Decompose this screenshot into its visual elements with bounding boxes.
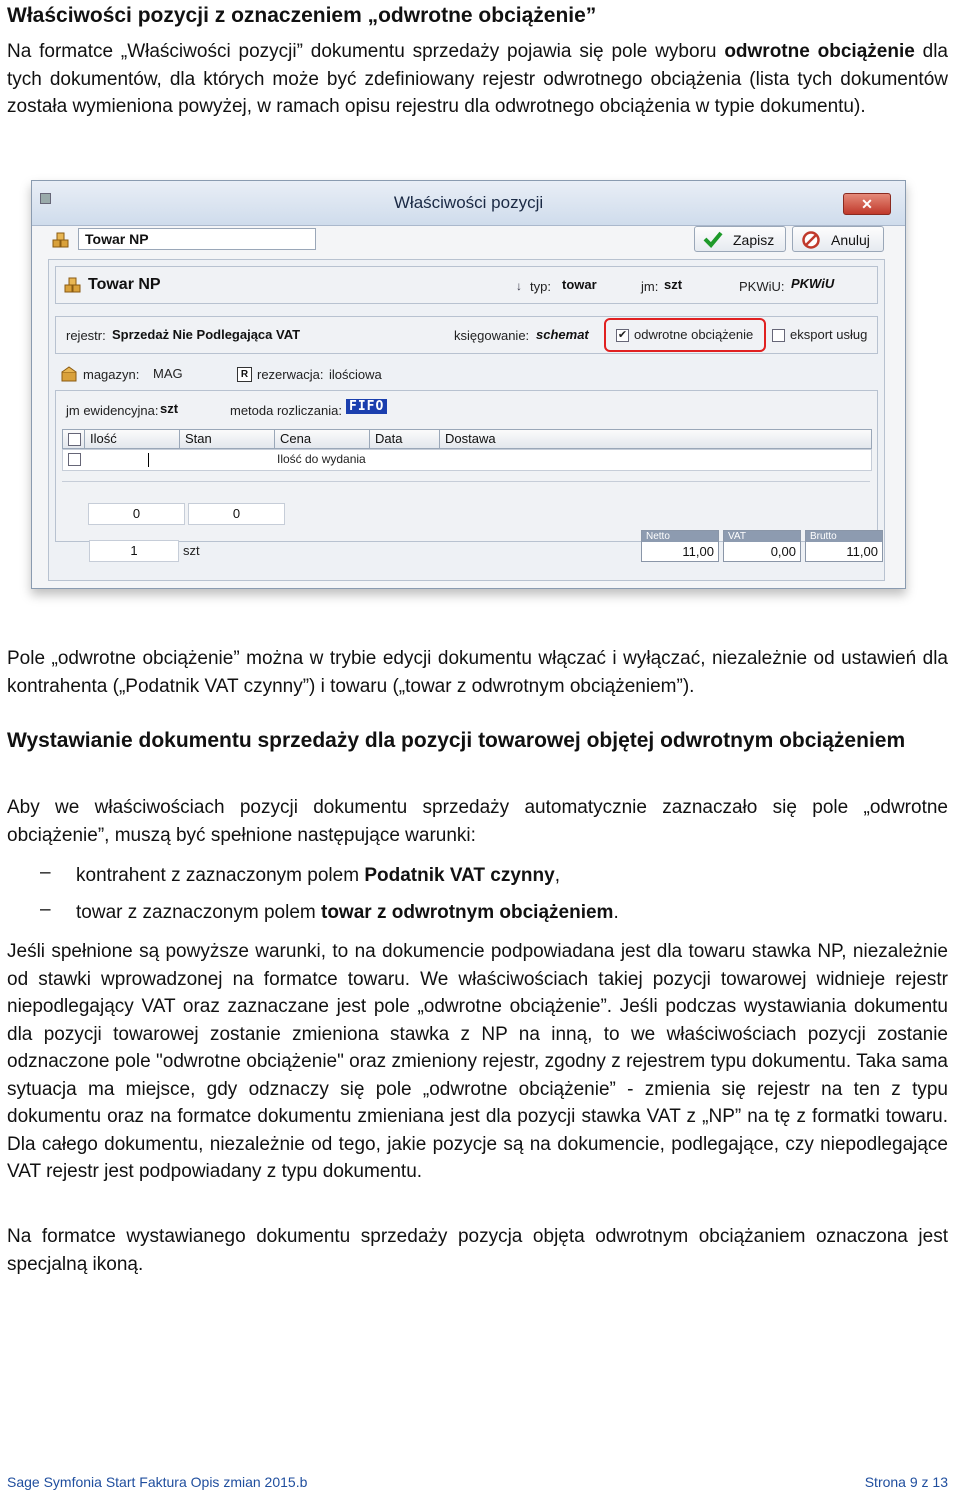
condition-1-bold: Podatnik VAT czynny — [364, 865, 555, 886]
save-label: Zapisz — [733, 232, 775, 248]
goods-icon — [52, 231, 70, 249]
settlement-method-value: FIFO — [346, 399, 387, 414]
stock-sum-field[interactable]: 0 — [188, 503, 285, 525]
vat-value: 0,00 — [770, 544, 796, 559]
row-checkbox[interactable] — [68, 453, 81, 466]
column-header-qty[interactable]: Ilość — [85, 430, 180, 448]
reverse-charge-check-icon[interactable]: ✔ — [617, 329, 628, 342]
gross-total-box — [805, 530, 883, 562]
warehouse-icon — [61, 366, 77, 385]
intro-paragraph — [7, 38, 948, 121]
select-all-checkbox[interactable] — [68, 433, 81, 446]
toggle-paragraph: Pole „odwrotne obciążenie” można w trybie edycji dokumentu włączać i wyłączać, niezależnie od ustawień dla kontrahenta („Podatnik VAT czynny”) i towaru („towar z odwrotnym obciążeniem”). — [7, 648, 948, 697]
pkwiu-value: PKWiU — [791, 276, 835, 291]
export-check-icon[interactable] — [772, 329, 785, 342]
item-header-panel — [55, 266, 878, 304]
settlement-method-label: metoda rozliczania: — [230, 403, 342, 418]
vat-total-box — [723, 530, 801, 562]
quantity-field[interactable]: 1 — [89, 540, 179, 562]
column-header-stock[interactable]: Stan — [180, 430, 275, 448]
warehouse-value[interactable]: MAG — [153, 366, 183, 381]
export-services-checkbox[interactable] — [772, 327, 867, 342]
stock-panel — [55, 390, 878, 542]
select-all-column[interactable] — [63, 430, 85, 448]
quantity-unit: szt — [183, 543, 200, 558]
register-value[interactable]: Sprzedaż Nie Podlegająca VAT — [112, 327, 301, 342]
condition-item-2 — [76, 899, 619, 926]
section-heading: Właściwości pozycji z oznaczeniem „odwrotne obciążenie” — [7, 4, 597, 27]
export-services-label: eksport usług — [790, 327, 868, 342]
gross-value: 11,00 — [846, 544, 878, 559]
window-title: Właściwości pozycji — [393, 193, 544, 212]
net-label: Netto — [642, 531, 718, 542]
type-label: typ: — [530, 279, 551, 294]
column-header-delivery[interactable]: Dostawa — [440, 430, 871, 448]
page-number: Strona 9 z 13 — [864, 1474, 948, 1490]
register-label: rejestr: — [66, 328, 106, 343]
check-icon — [703, 230, 723, 256]
main-panel — [48, 259, 885, 581]
base-unit-label: jm ewidencyjna: — [66, 403, 159, 418]
window-titlebar — [32, 181, 905, 226]
bullet-dash-1: – — [40, 862, 51, 883]
reservation-value[interactable]: ilościowa — [329, 367, 382, 382]
subsection-heading: Wystawianie dokumentu sprzedaży dla pozycji towarowej objętej odwrotnym obciążeniem — [7, 729, 906, 752]
behavior-paragraph: Jeśli spełnione są powyższe warunki, to na dokumencie podpowiadana jest dla towaru stawka NP, niezależnie od stawki wprowadzonej na formatce towaru. We właściwościach takiej pozycji towarowej widnieje rejestr niepodlegający VAT oraz zaznaczane jest pole „odwrotne obciążenie”. Jeśli podczas wystawiania dokumentu dla pozycji towarowej zostanie zmieniona stawka z NP na inną, to we właściwościach pozycji zostanie odznaczone pole "odwrotne obciążenie" oraz zmieniony rejestr, zgodny z rejestrem typu dokumentu. Taka sama sytuacja ma miejsce, gdy odznaczy się pole „odwrotne obciążenie” - zmienia się rejestr na ten z typu dokumentu oraz na formatce dokumentu zmieniana jest dla pozycji stawka VAT z „NP” na tę z formatki towaru. Dla całego dokumentu, niezależnie od tego, jakie pozycje są na dokumencie, podlegające, czy niepodlegające VAT rejestr jest podpowiadany z typu dokumentu. — [7, 941, 948, 1182]
gross-label: Brutto — [806, 531, 882, 542]
condition-2-bold: towar z odwrotnym obciążeniem — [321, 902, 614, 923]
conditions-paragraph: Aby we właściwościach pozycji dokumentu sprzedaży automatycznie zaznaczało się pole „odwrotne obciążenie”, muszą być spełnione następujące warunki: — [7, 797, 948, 846]
base-unit-value: szt — [160, 401, 179, 416]
qty-to-issue-label: Ilość do wydania — [277, 452, 366, 466]
item-name: Towar NP — [88, 276, 161, 293]
column-header-price[interactable]: Cena — [275, 430, 370, 448]
reverse-charge-label: odwrotne obciążenie — [634, 327, 754, 342]
reservation-icon: R — [237, 367, 252, 382]
deliveries-table-row[interactable] — [62, 449, 872, 471]
condition-1-text: kontrahent z zaznaczonym polem — [76, 865, 365, 886]
type-icon: ↓ — [516, 279, 522, 293]
icon-paragraph: Na formatce wystawianego dokumentu sprzedaży pozycja objęta odwrotnym obciążaniem oznaczona jest specjalną ikoną. — [7, 1226, 948, 1275]
net-total-box — [641, 530, 719, 562]
reverse-charge-checkbox[interactable] — [616, 327, 753, 342]
warehouse-label: magazyn: — [83, 367, 140, 382]
intro-text-bold: odwrotne obciążenie — [724, 41, 915, 62]
cancel-label: Anuluj — [831, 232, 870, 248]
bullet-dash-2: – — [40, 899, 51, 920]
register-panel — [55, 316, 878, 354]
condition-item-1 — [76, 862, 560, 889]
intro-text-c: dla tych dokumentów, dla których może być zdefiniowany rejestr odwrotnego obciążenia (lista tych dokumentów została wymieniona powyżej, w ramach opisu rejestru dla odwrotnego obciążenia w typie dokumentu). — [7, 41, 948, 117]
condition-2-text: towar z zaznaczonym polem — [76, 902, 321, 923]
type-value: towar — [562, 277, 597, 292]
deliveries-table-header — [62, 429, 872, 449]
close-button[interactable]: ✕ — [843, 193, 891, 215]
save-button[interactable] — [694, 226, 786, 252]
posting-value[interactable]: schemat — [536, 327, 589, 342]
text-cursor — [148, 453, 149, 467]
condition-2-end: . — [613, 902, 619, 923]
net-value: 11,00 — [682, 544, 714, 559]
item-properties-window — [31, 180, 906, 589]
cancel-button[interactable] — [792, 226, 884, 252]
unit-label: jm: — [641, 279, 659, 294]
table-divider — [62, 471, 870, 482]
item-icon — [64, 276, 82, 297]
footer-title: Sage Symfonia Start Faktura Opis zmian 2015.b — [7, 1474, 308, 1490]
intro-text-a: Na formatce „Właściwości pozycji” dokumentu sprzedaży pojawia się pole wyboru — [7, 41, 725, 62]
vat-label: VAT — [724, 531, 800, 542]
qty-sum-field[interactable]: 0 — [88, 503, 185, 525]
cancel-icon — [802, 231, 820, 257]
condition-1-end: , — [554, 865, 560, 886]
item-search-field[interactable]: Towar NP — [78, 228, 316, 250]
reservation-label: rezerwacja: — [257, 367, 324, 382]
pkwiu-label: PKWiU: — [739, 279, 785, 294]
unit-value: szt — [664, 277, 683, 292]
posting-label: księgowanie: — [454, 328, 530, 343]
column-header-date[interactable]: Data — [370, 430, 440, 448]
